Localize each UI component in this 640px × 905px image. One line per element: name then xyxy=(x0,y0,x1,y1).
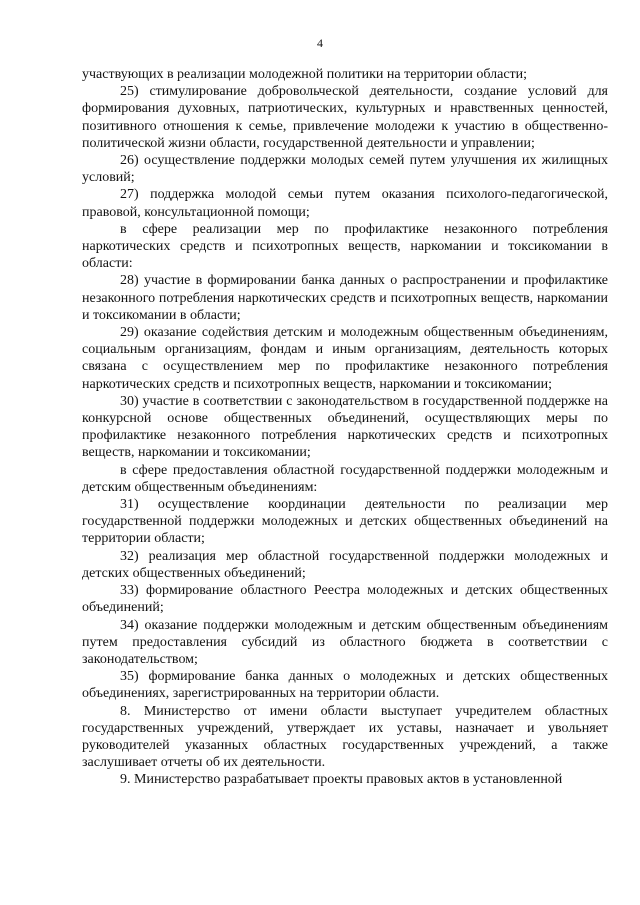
paragraph-item-26: 26) осуществление поддержки молодых семей путем улучшения их жилищных условий; xyxy=(82,153,608,186)
document-body xyxy=(82,66,608,789)
paragraph-item-27: 27) поддержка молодой семьи путем оказания психолого-педагогической, правовой, консультационной помощи; xyxy=(82,187,608,220)
paragraph-item-25: 25) стимулирование добровольческой деятельности, создание условий для формирования духовных, патриотических, культурных и нравственных ценностей, позитивного отношения к семье, привлечение молодежи к участию в общественно-политической жизни области, государственной деятельности и управлении; xyxy=(82,84,608,151)
paragraph-continuation: участвующих в реализации молодежной политики на территории области; xyxy=(82,67,528,82)
paragraph-clause-8: 8. Министерство от имени области выступает учредителем областных государственных учреждений, утверждает их уставы, назначает и увольняет руководителей указанных областных государственных учреждений, а также заслушивает отчеты об их деятельности. xyxy=(82,703,608,771)
paragraph-item-31: 31) осуществление координации деятельности по реализации мер государственной поддержки молодежных и детских общественных объединений на территории области; xyxy=(82,497,608,547)
paragraph-item-29: 29) оказание содействия детским и молодежным общественным объединениям, социальным организациям, фондам и иным организациям, деятельность которых связана с осуществлением мер по профилактике незаконного потребления наркотических средств и психотропных веществ, наркомании и токсикомании; xyxy=(82,325,608,392)
paragraph-item-34: 34) оказание поддержки молодежным и детским общественным объединениям путем предоставления субсидий из областного бюджета в соответствии с законодательством; xyxy=(82,617,608,667)
page-number: 4 xyxy=(317,36,323,50)
paragraph-item-30: 30) участие в соответствии с законодательством в государственной поддержке на конкурсной основе общественных объединений, осуществляющих меры по профилактике незаконного потребления наркотических средств и психотропных веществ, наркомании и токсикомании; xyxy=(82,393,608,461)
paragraph-section-youth-support: в сфере предоставления областной государственной поддержки молодежным и детским общественным объединениям: xyxy=(82,462,608,495)
paragraph-item-32: 32) реализация мер областной государственной поддержки молодежных и детских общественных объединений; xyxy=(82,548,608,581)
paragraph-clause-9: 9. Министерство разрабатывает проекты правовых актов в установленной xyxy=(120,772,563,788)
paragraph-section-drug-prevention: в сфере реализации мер по профилактике незаконного потребления наркотических средств и психотропных веществ, наркомании и токсикомании в области: xyxy=(82,221,608,272)
paragraph-item-28: 28) участие в формировании банка данных о распространении и профилактике незаконного потребления наркотических средств и психотропных веществ, наркомании и токсикомании в области; xyxy=(82,273,608,323)
paragraph-item-35: 35) формирование банка данных о молодежных и детских общественных объединениях, зарегистрированных на территории области. xyxy=(82,669,608,702)
paragraph-item-33: 33) формирование областного Реестра молодежных и детских общественных объединений; xyxy=(82,583,608,616)
